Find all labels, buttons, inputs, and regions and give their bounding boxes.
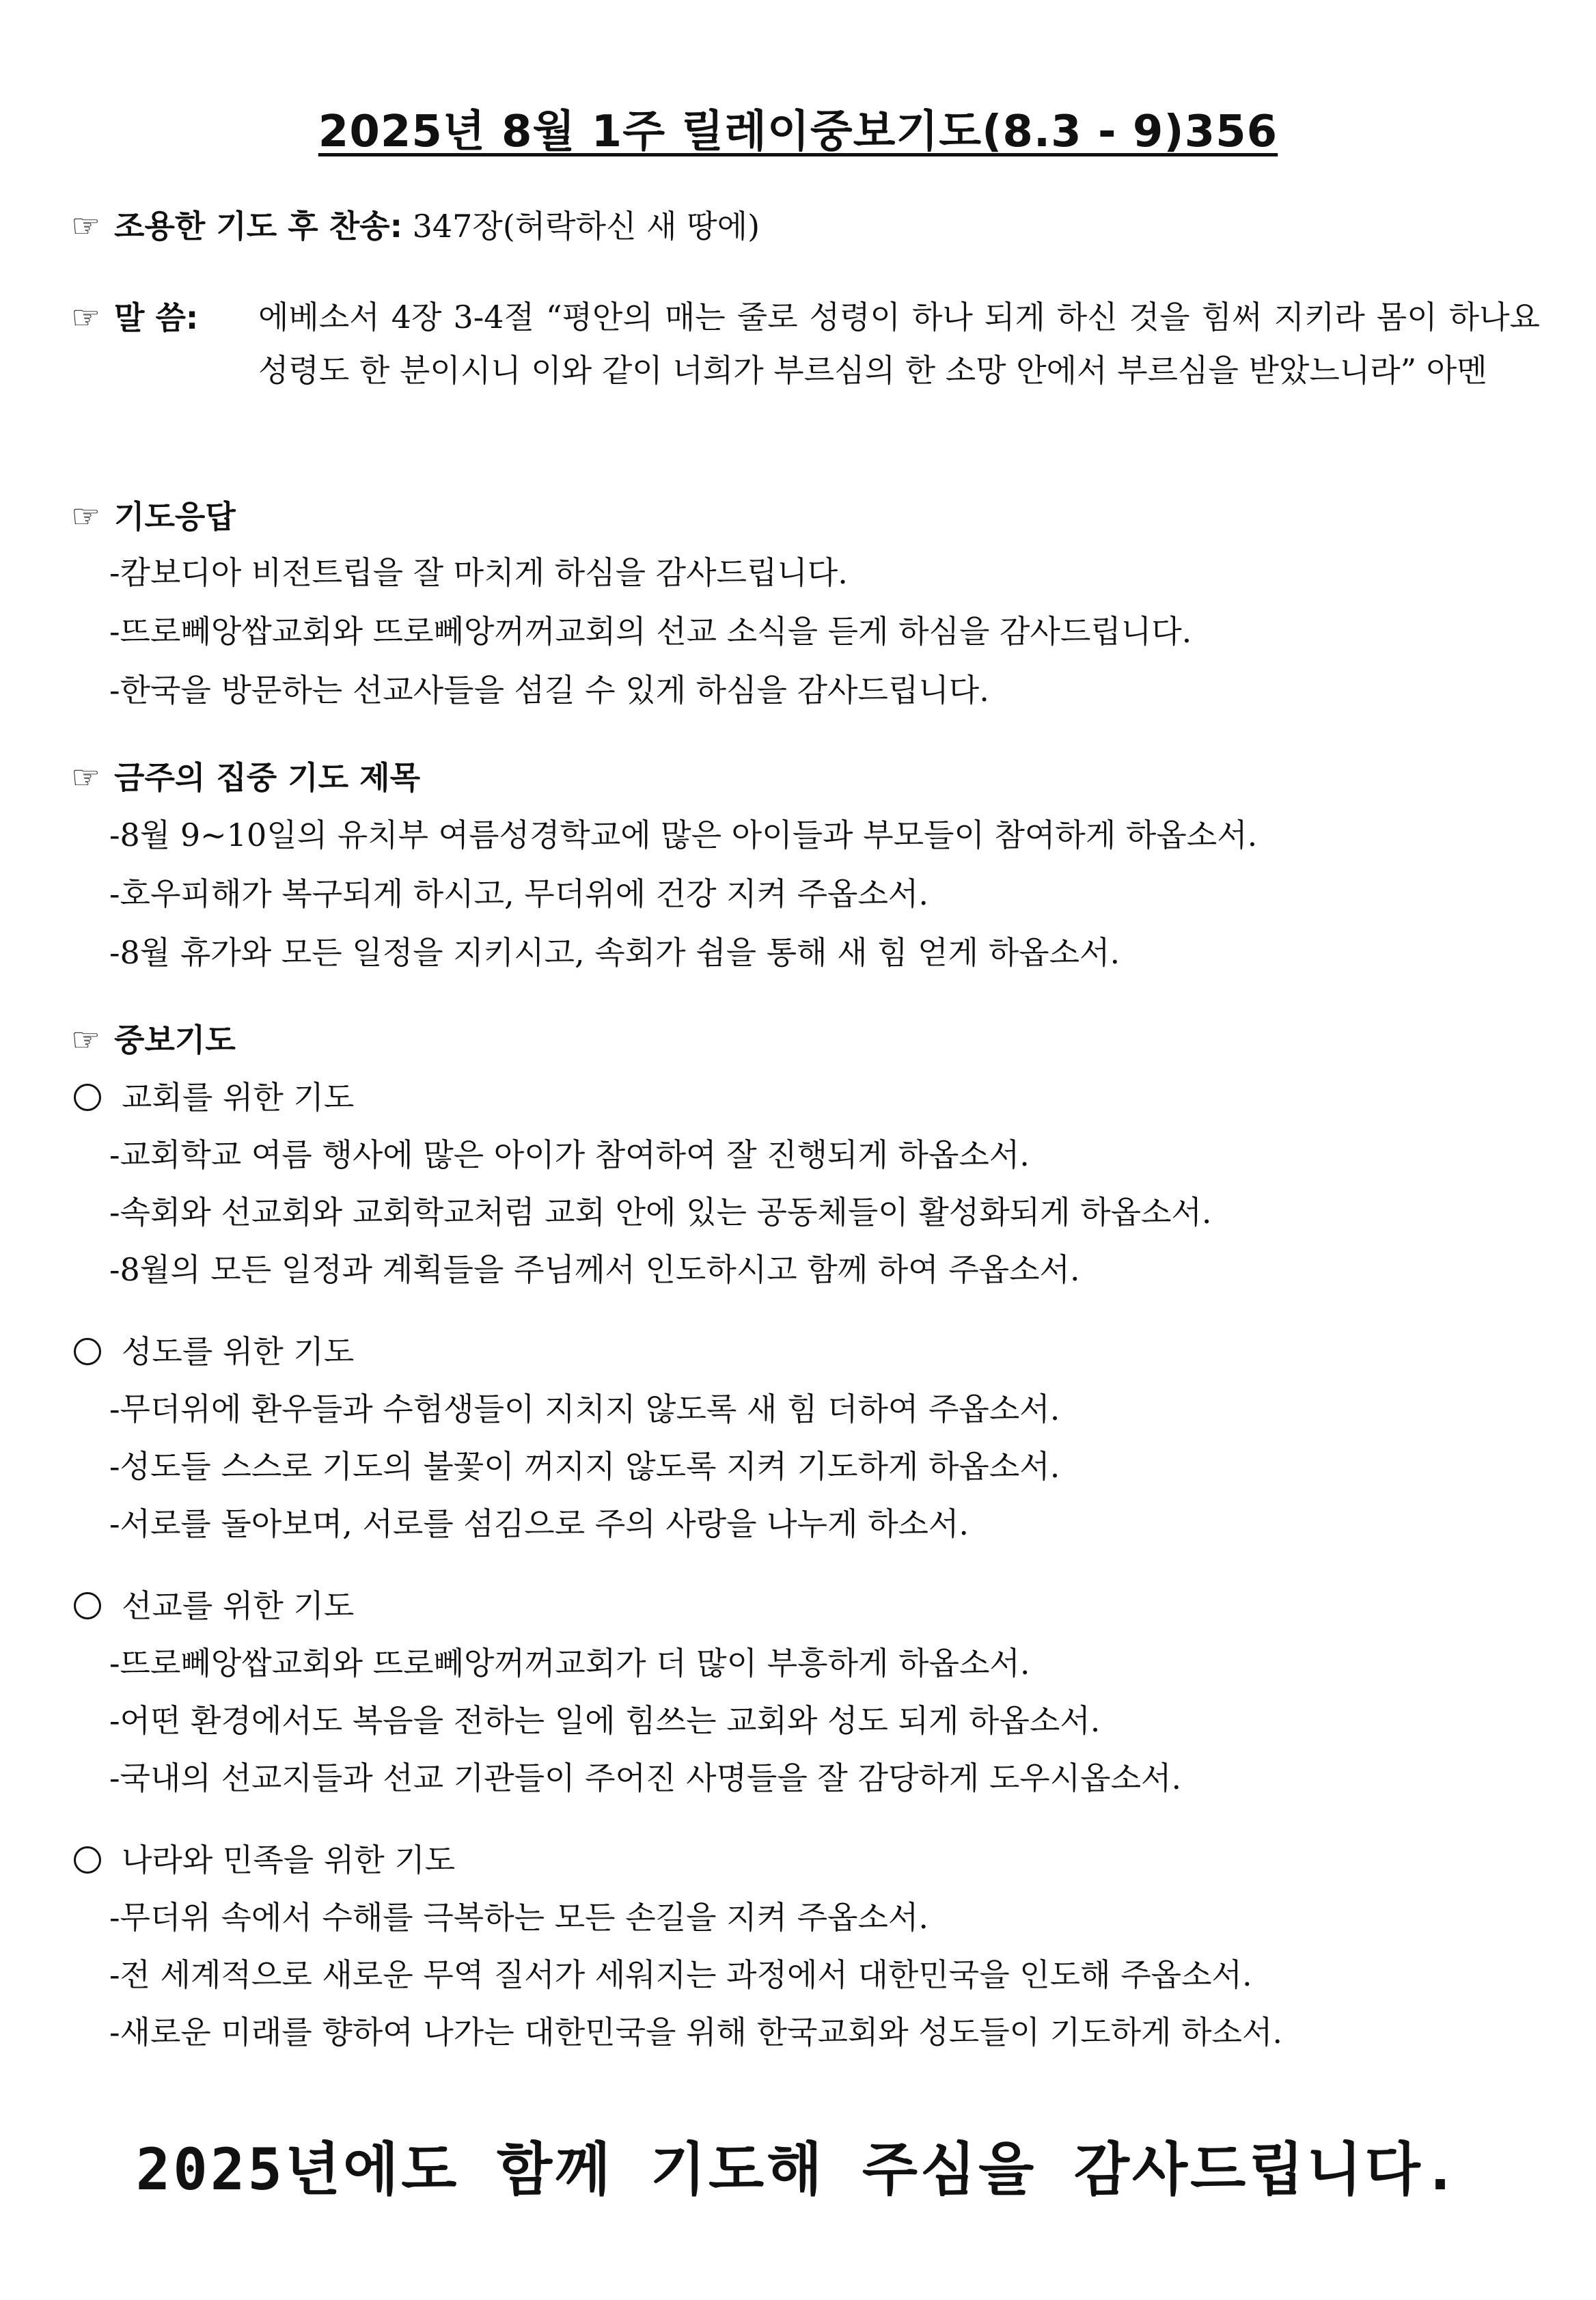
intercession-item: -무더위 속에서 수해를 극복하는 모든 손길을 지켜 주옵소서.: [109, 1899, 928, 1936]
hymn-label: 조용한 기도 후 찬송:: [114, 208, 402, 245]
word-label: 말 씀:: [114, 299, 199, 336]
intercession-item: -서로를 돌아보며, 서로를 섬김으로 주의 사랑을 나누게 하소서.: [109, 1505, 969, 1542]
intercession-item: -무더위에 환우들과 수험생들이 지치지 않도록 새 힘 더하여 주옵소서.: [109, 1391, 1060, 1427]
church-prayer-heading: [74, 1070, 354, 1125]
group-title: 성도를 위한 기도: [122, 1333, 355, 1370]
intercession-item: -새로운 미래를 향하여 나가는 대한민국을 위해 한국교회와 성도들이 기도하게 하소서.: [109, 2014, 1283, 2051]
group-title: 교회를 위한 기도: [122, 1079, 355, 1116]
hymn-value: 347장(허락하신 새 땅에): [412, 208, 760, 245]
intercession-item: -속회와 선교회와 교회학교처럼 교회 안에 있는 공동체들이 활성화되게 하옵소서.: [109, 1194, 1212, 1231]
pointing-hand-icon: ☞: [71, 299, 101, 337]
intercession-item: -어떤 환경에서도 복음을 전하는 일에 힘쓰는 교회와 성도 되게 하옵소서.: [109, 1702, 1101, 1739]
page-title-text: 2025년 8월 1주 릴레이중보기도(8.3 - 9)356: [318, 107, 1278, 157]
circle-bullet-icon: [74, 1846, 101, 1874]
word-heading: [71, 290, 198, 345]
pointing-hand-icon: ☞: [71, 497, 101, 536]
focus-heading: [71, 750, 420, 805]
group-title: 선교를 위한 기도: [122, 1587, 355, 1624]
intercession-item: -뜨로뻬앙쌉교회와 뜨로뻬앙꺼꺼교회가 더 많이 부흥하게 하옵소서.: [109, 1645, 1030, 1682]
saints-prayer-heading: [74, 1324, 354, 1379]
circle-bullet-icon: [74, 1338, 101, 1365]
page-title: [0, 101, 1596, 163]
intercession-item: -국내의 선교지들과 선교 기관들이 주어진 사명들을 잘 감당하게 도우시옵소서.: [109, 1760, 1182, 1796]
focus-item: -호우피해가 복구되게 하시고, 무더위에 건강 지켜 주옵소서.: [109, 875, 928, 912]
intercession-item: -교회학교 여름 행사에 많은 아이가 참여하여 잘 진행되게 하옵소서.: [109, 1136, 1030, 1173]
focus-item: -8월 휴가와 모든 일정을 지키시고, 속회가 쉼을 통해 새 힘 얻게 하옵소서.: [109, 934, 1120, 971]
closing-message: 2025년에도 함께 기도해 주심을 감사드립니다.: [135, 2136, 1461, 2203]
intercession-heading: [71, 1013, 236, 1067]
circle-bullet-icon: [74, 1592, 101, 1619]
answer-item: -캄보디아 비전트립을 잘 마치게 하심을 감사드립니다.: [109, 554, 848, 591]
answers-heading-label: 기도응답: [114, 498, 236, 535]
hymn-line: [71, 199, 760, 254]
answers-heading: [71, 489, 236, 544]
pointing-hand-icon: ☞: [71, 1021, 101, 1059]
nation-prayer-heading: [74, 1833, 455, 1887]
group-title: 나라와 민족을 위한 기도: [122, 1842, 456, 1878]
pointing-hand-icon: ☞: [71, 207, 101, 245]
circle-bullet-icon: [74, 1084, 101, 1111]
focus-item: -8월 9~10일의 유치부 여름성경학교에 많은 아이들과 부모들이 참여하게 하옵소서.: [109, 817, 1258, 853]
answer-item: -한국을 방문하는 선교사들을 섬길 수 있게 하심을 감사드립니다.: [109, 672, 989, 709]
intercession-item: -8월의 모든 일정과 계획들을 주님께서 인도하시고 함께 하여 주옵소서.: [109, 1251, 1080, 1288]
focus-heading-label: 금주의 집중 기도 제목: [114, 759, 420, 796]
answer-item: -뜨로뻬앙쌉교회와 뜨로뻬앙꺼꺼교회의 선교 소식을 듣게 하심을 감사드립니다.: [109, 613, 1192, 650]
scripture-text: 에베소서 4장 3-4절 “평안의 매는 줄로 성령이 하나 되게 하신 것을 힘써 지키라 몸이 하나요 성령도 한 분이시니 이와 같이 너희가 부르심의 한 소망 안에서 부르심을 받았느니라” 아멘: [258, 299, 1540, 389]
intercession-item: -전 세계적으로 새로운 무역 질서가 세워지는 과정에서 대한민국을 인도해 주옵소서.: [109, 1956, 1252, 1993]
mission-prayer-heading: [74, 1578, 354, 1633]
intercession-heading-label: 중보기도: [114, 1022, 236, 1058]
pointing-hand-icon: ☞: [71, 758, 101, 797]
intercession-item: -성도들 스스로 기도의 불꽃이 꺼지지 않도록 지켜 기도하게 하옵소서.: [109, 1448, 1060, 1485]
